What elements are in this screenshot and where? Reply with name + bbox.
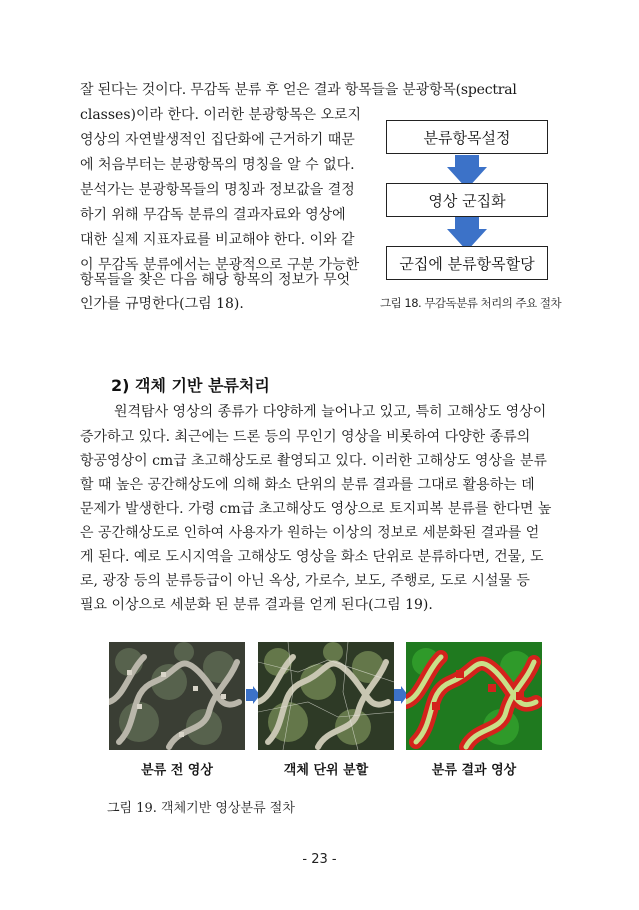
image-classification-result: [406, 642, 542, 750]
figure18-caption: 그림 18. 무감독분류 처리의 주요 절차: [380, 296, 562, 310]
para2-line-9: 필요 이상으로 세분화 된 분류 결과를 얻게 된다(그림 19).: [80, 597, 433, 613]
flow-step-assign-class: 군집에 분류항목할당: [386, 246, 548, 280]
image-before-classification: [109, 642, 245, 750]
para1-line-10: 인가를 규명한다(그림 18).: [80, 296, 244, 312]
para2-line-6: 은 공간해상도로 인하여 사용자가 원하는 이상의 정보로 세분화된 결과를 얻: [80, 525, 540, 541]
image-object-segmentation: [258, 642, 394, 750]
para1-line-7: 대한 실제 지표자료를 비교해야 한다. 이와 같: [80, 232, 355, 248]
panel-label-segmentation: 객체 단위 분할: [283, 763, 369, 778]
section-title: 2) 객체 기반 분류처리: [111, 376, 270, 395]
para1-line-8: 이 무감독 분류에서는 분광적으로 구분 가능한: [80, 257, 360, 273]
para1-line-2: classes)이라 한다. 이러한 분광항목은 오로지: [80, 107, 362, 123]
para2-line-4: 할 때 높은 공간해상도에 의해 화소 단위의 분류 결과를 그대로 활용하는 데: [80, 477, 535, 493]
para1-line-5: 분석가는 분광항목들의 명칭과 정보값을 결정: [80, 182, 355, 198]
para2-line-8: 로, 광장 등의 분류등급이 아닌 옥상, 가로수, 보도, 주행로, 도로 시설물 등: [80, 573, 530, 589]
panel-label-before: 분류 전 영상: [141, 763, 213, 778]
flow-step-classify-setting: 분류항목설정: [386, 120, 548, 154]
para1-line-3: 영상의 자연발생적인 집단화에 근거하기 때문: [80, 132, 355, 148]
para2-line-5: 문제가 발생한다. 가령 cm급 초고해상도 영상으로 토지피복 분류를 한다면 높: [80, 501, 552, 517]
panel-label-result: 분류 결과 영상: [431, 763, 517, 778]
flow-step-clustering: 영상 군집화: [386, 183, 548, 217]
para2-line-3: 항공영상이 cm급 초고해상도로 촬영되고 있다. 이러한 고해상도 영상을 분류: [80, 453, 547, 469]
para1-line-4: 에 처음부터는 분광항목의 명칭을 알 수 없다.: [80, 157, 355, 173]
para1-line-1: 잘 된다는 것이다. 무감독 분류 후 얻은 결과 항목들을 분광항목(spectral: [80, 82, 517, 98]
page-number: - 23 -: [302, 852, 337, 867]
para2-line-1: 원격탐사 영상의 종류가 다양하게 늘어나고 있고, 특히 고해상도 영상이: [114, 404, 547, 420]
para2-line-7: 게 된다. 예로 도시지역을 고해상도 영상을 화소 단위로 분류하다면, 건물, 도: [80, 549, 544, 565]
figure19-caption: 그림 19. 객체기반 영상분류 절차: [107, 801, 295, 816]
para1-line-9: 항목들을 찾은 다음 해당 항목의 정보가 무엇: [80, 272, 351, 288]
para1-line-6: 하기 위해 무감독 분류의 결과자료와 영상에: [80, 207, 346, 223]
para2-line-2: 증가하고 있다. 최근에는 드론 등의 무인기 영상을 비롯하여 다양한 종류의: [80, 429, 531, 445]
